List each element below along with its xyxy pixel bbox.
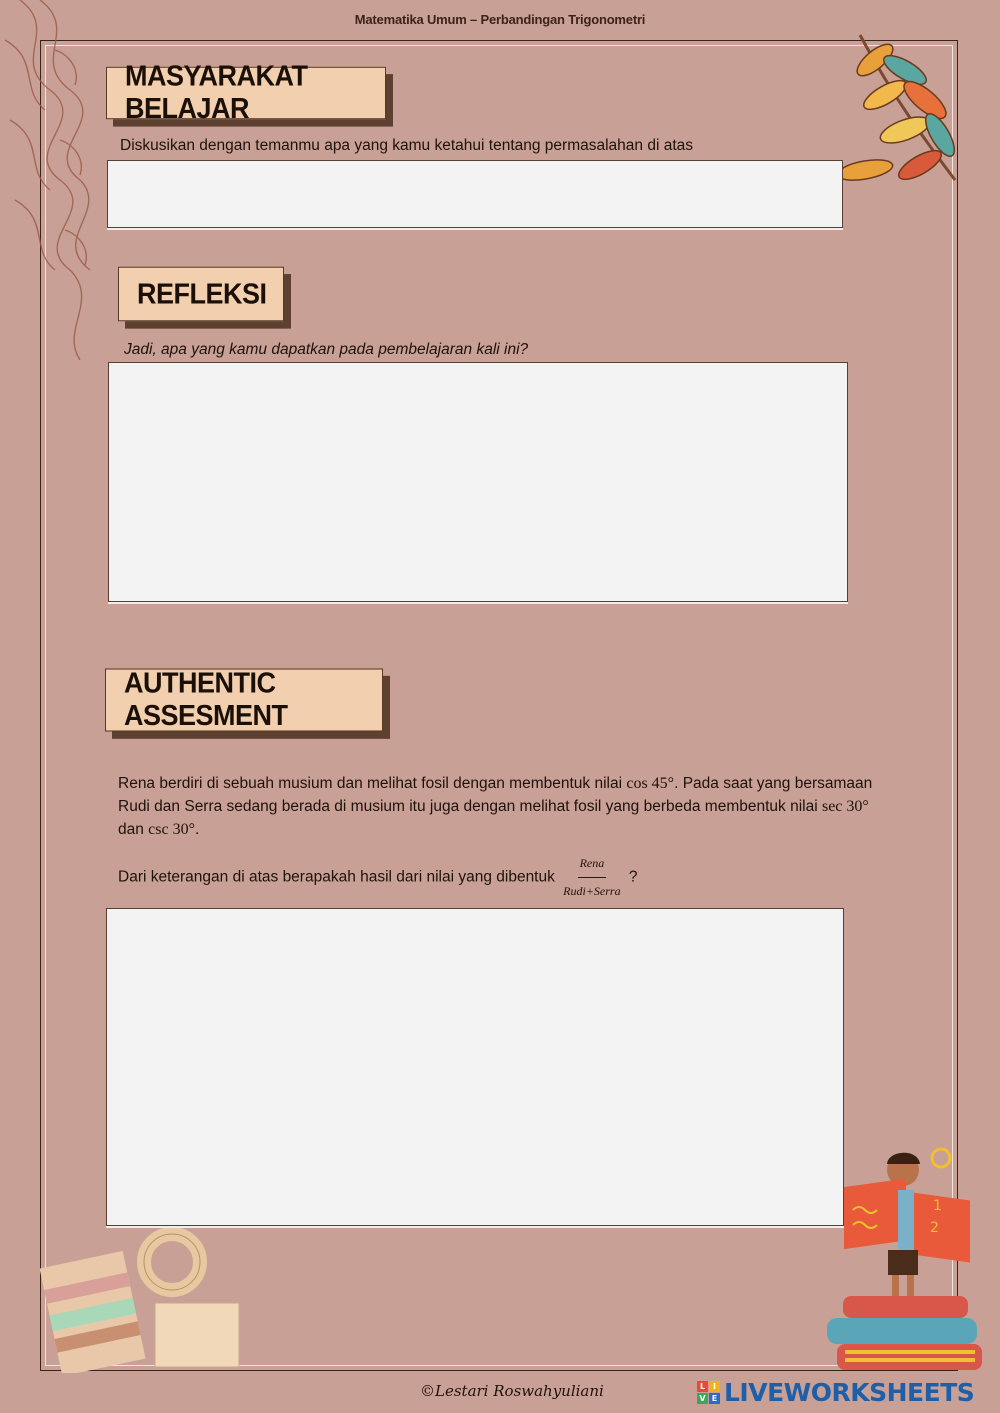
liveworksheets-logo[interactable] — [697, 1378, 974, 1407]
math-sec-30: sec 30° — [821, 798, 869, 815]
refleksi-answer-box[interactable] — [108, 362, 848, 602]
problem-text-1: Rena berdiri di sebuah musium dan melihat fosil dengan membentuk nilai — [118, 775, 627, 792]
page-header-title: Matematika Umum – Perbandingan Trigonometri — [354, 12, 646, 27]
question-text: Dari keterangan di atas berapakah hasil dari nilai yang dibentuk — [118, 868, 560, 886]
fraction-numerator: Rena — [578, 852, 607, 878]
question-mark: ? — [624, 868, 638, 886]
svg-text:2: 2 — [930, 1220, 939, 1236]
authentic-problem-statement — [118, 772, 898, 841]
math-cos-45: cos 45° — [626, 775, 675, 792]
leaf-branch-decoration — [835, 30, 970, 195]
authentic-answer-box[interactable] — [106, 908, 844, 1226]
brand-mark-letter: I — [709, 1381, 720, 1392]
boy-reading-book-illustration — [838, 1140, 978, 1310]
refleksi-prompt: Jadi, apa yang kamu dapatkan pada pembelajaran kali ini? — [124, 341, 529, 358]
liveworksheets-mark-icon — [697, 1381, 720, 1404]
fraction-rena-over-rudi-serra — [563, 852, 620, 903]
washi-tape-decoration — [40, 1228, 250, 1373]
liveworksheets-brand-text: LIVEWORKSHEETS — [724, 1378, 975, 1407]
brand-mark-letter: L — [697, 1381, 708, 1392]
problem-text-3: dan — [118, 821, 149, 838]
problem-text-2: . Pada saat yang bersamaan Rudi dan Serra sedang berada di musium itu juga dengan melihat fosil yang berbeda membentuk nilai — [118, 775, 873, 815]
section-title-masyarakat-belajar: MASYARAKAT BELAJAR — [106, 67, 386, 120]
stacked-books-illustration — [825, 1292, 985, 1382]
authentic-question — [118, 852, 898, 903]
rope-knot-decoration — [0, 0, 110, 360]
masyarakat-belajar-prompt: Diskusikan dengan temanmu apa yang kamu ketahui tentang permasalahan di atas — [120, 137, 694, 154]
masyarakat-belajar-answer-box[interactable] — [107, 160, 843, 228]
author-credit: ©Lestari Roswahyuliani — [420, 1382, 604, 1400]
math-csc-30: csc 30° — [148, 821, 195, 838]
svg-text:1: 1 — [933, 1198, 942, 1214]
brand-mark-letter: V — [697, 1393, 708, 1404]
problem-text-4: . — [195, 821, 200, 838]
fraction-denominator: Rudi+Serra — [563, 884, 621, 898]
section-title-refleksi: REFLEKSI — [118, 267, 284, 322]
brand-mark-letter: E — [709, 1393, 720, 1404]
lightbulb-icon — [932, 1149, 950, 1167]
section-title-authentic-assesment: AUTHENTIC ASSESMENT — [105, 669, 383, 732]
